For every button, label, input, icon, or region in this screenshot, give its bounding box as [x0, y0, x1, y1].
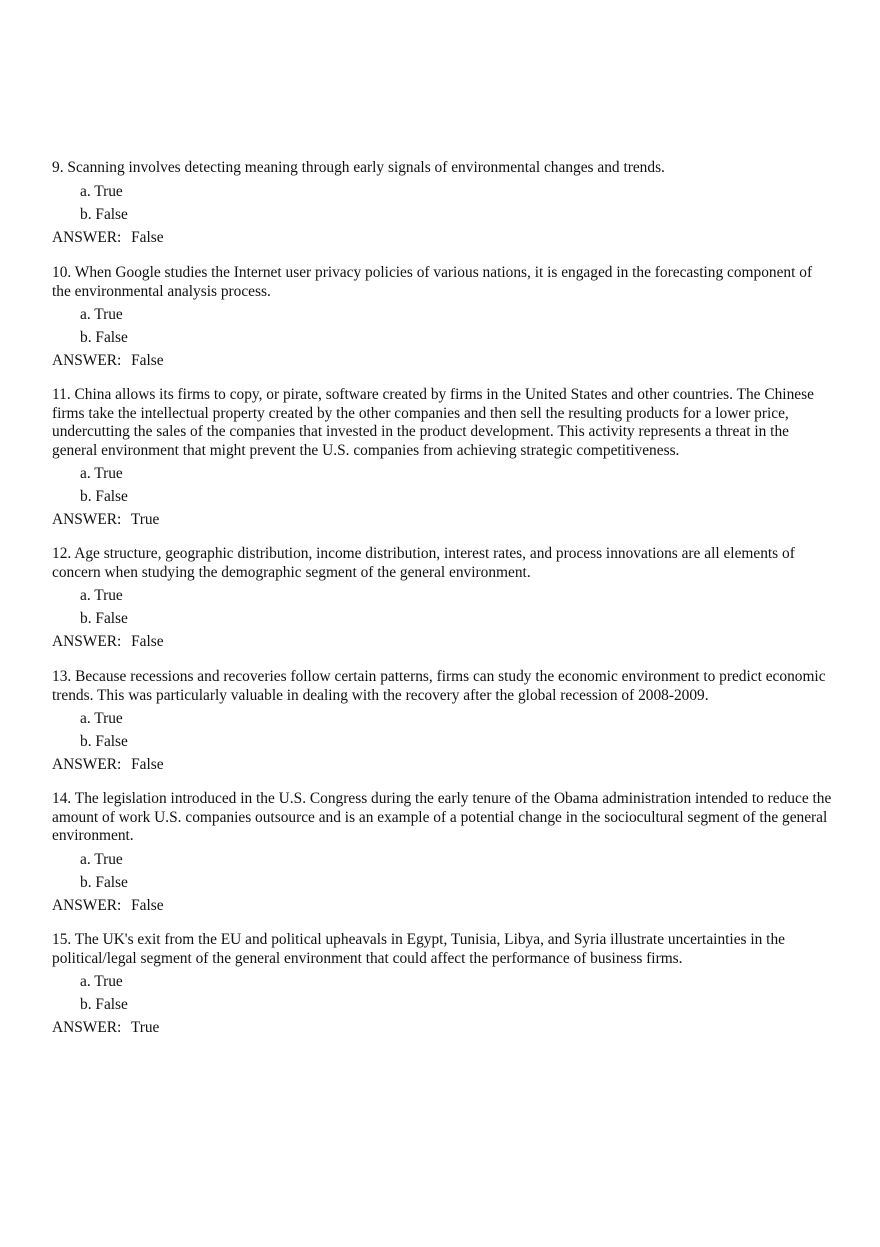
option-a: a. True [80, 587, 123, 604]
question-14 [52, 790, 832, 915]
answer-label: ANSWER: [52, 1019, 122, 1036]
answer-value: True [130, 511, 160, 528]
question-12 [52, 545, 832, 651]
answer-value: False [131, 633, 164, 650]
answer-line [52, 1019, 832, 1037]
answer-label: ANSWER: [52, 352, 122, 369]
answer-line [52, 511, 832, 529]
answer-label: ANSWER: [52, 228, 122, 246]
option-b: b. False [80, 610, 128, 627]
question-11 [52, 386, 832, 529]
answer-value: True [130, 1019, 160, 1036]
answer-line [52, 633, 832, 651]
question-9 [52, 159, 832, 247]
question-13 [52, 668, 832, 774]
question-15 [52, 931, 832, 1037]
answer-value: False [131, 896, 164, 914]
option-a: a. True [80, 306, 123, 323]
question-stem: 14. The legislation introduced in the U.S. Congress during the early tenure of the Obama administration intended to reduce the amount of work U.S. companies outsource and is an example of a potential change in the sociocultural segment of the general environment. [52, 790, 832, 844]
option-a: a. True [80, 850, 123, 868]
option-b: b. False [80, 488, 128, 505]
answer-line [52, 229, 832, 247]
answer-label: ANSWER: [52, 633, 122, 650]
option-b: b. False [80, 996, 128, 1013]
answer-value: False [131, 352, 164, 369]
answer-value: False [131, 756, 164, 773]
answer-label: ANSWER: [52, 511, 122, 528]
answer-value: False [131, 228, 164, 246]
answer-label: ANSWER: [52, 896, 122, 914]
question-stem: 10. When Google studies the Internet user privacy policies of various nations, it is engaged in the forecasting component of the environmental analysis process. [52, 264, 813, 300]
option-b: b. False [80, 873, 128, 891]
option-b: b. False [80, 329, 128, 346]
question-stem: 11. China allows its firms to copy, or pirate, software created by firms in the United States and other countries. The Chinese firms take the intellectual property created by the other companies and then sell the resulting products for a lower price, undercutting the sales of the companies that invested in the product development. This activity represents a threat in the general environment that might prevent the U.S. companies from achieving strategic competitiveness. [52, 386, 814, 459]
question-10 [52, 264, 832, 370]
option-b: b. False [80, 733, 128, 750]
question-stem: 13. Because recessions and recoveries follow certain patterns, firms can study the economic environment to predict economic trends. This was particularly valuable in dealing with the recovery after the global recession of 2008-2009. [52, 668, 826, 704]
option-a: a. True [80, 182, 123, 200]
option-a: a. True [80, 710, 123, 727]
answer-line [52, 756, 832, 774]
answer-line [52, 352, 832, 370]
option-a: a. True [80, 973, 123, 990]
answer-line [52, 897, 832, 915]
question-stem: 12. Age structure, geographic distribution, income distribution, interest rates, and process innovations are all elements of concern when studying the demographic segment of the general environment. [52, 545, 795, 581]
answer-label: ANSWER: [52, 756, 122, 773]
question-stem: 15. The UK's exit from the EU and political upheavals in Egypt, Tunisia, Libya, and Syria illustrate uncertainties in the political/legal segment of the general environment that could affect the performance of business firms. [52, 931, 785, 967]
option-b: b. False [80, 205, 128, 223]
option-a: a. True [80, 465, 123, 482]
question-stem: 9. Scanning involves detecting meaning through early signals of environmental changes and trends. [52, 159, 665, 176]
